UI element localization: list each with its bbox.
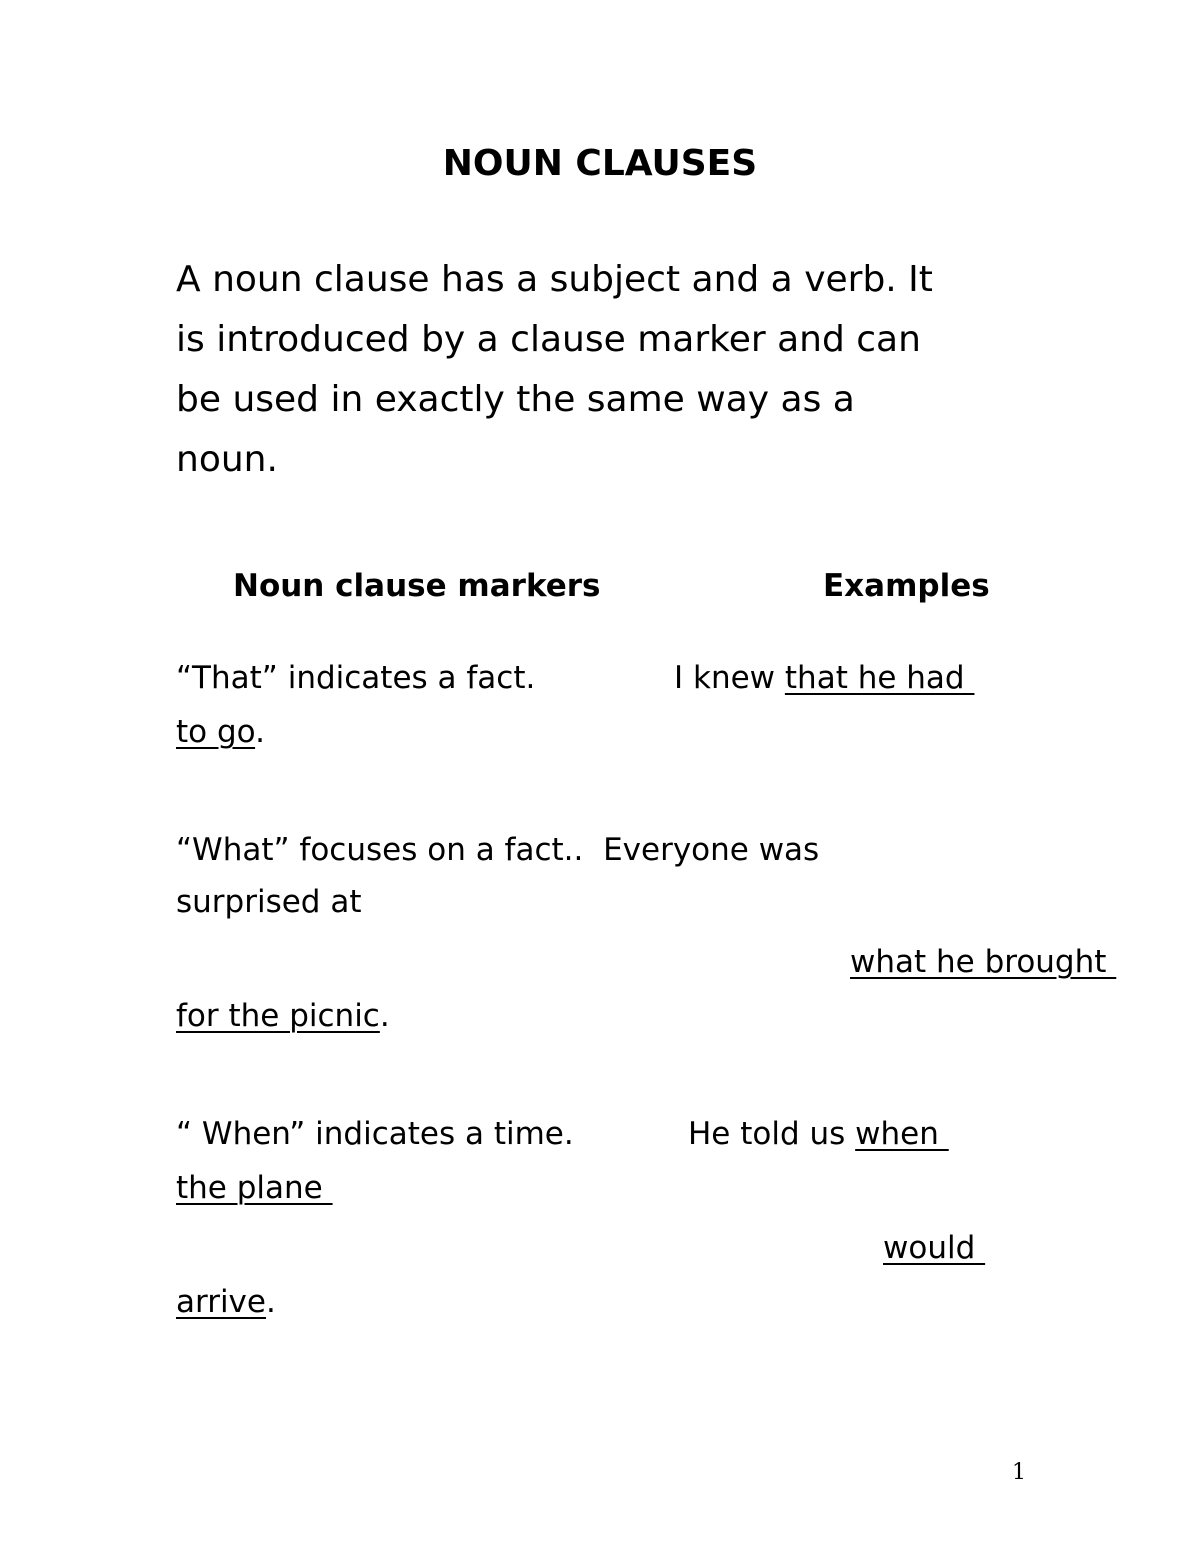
example-when-underlined-4: arrive — [176, 1284, 266, 1320]
intro-line-1: A noun clause has a subject and a verb. It — [176, 259, 933, 300]
intro-line-4: noun. — [176, 439, 278, 480]
example-when-lead: He told us — [688, 1116, 856, 1152]
marker-what: “What” focuses on a fact.. Everyone was — [176, 832, 820, 868]
example-that-lead: I knew — [674, 660, 785, 696]
examples-header: Examples — [823, 568, 990, 604]
intro-line-3: be used in exactly the same way as a — [176, 379, 855, 420]
example-that-end: . — [255, 714, 265, 750]
example-when-line-4 — [176, 1282, 276, 1322]
page-number: 1 — [1012, 1460, 1026, 1485]
example-that-line-1 — [674, 658, 974, 698]
example-what-line-1 — [850, 942, 1116, 982]
example-when-line-1 — [688, 1114, 949, 1154]
example-that-underlined-1: that he had — [784, 660, 975, 696]
marker-what-cont: surprised at — [176, 884, 362, 920]
example-when-underlined-1: when — [855, 1116, 949, 1152]
example-when-line-2 — [176, 1168, 333, 1208]
example-that-line-2 — [176, 712, 265, 752]
example-that-underlined-2: to go — [176, 714, 256, 750]
example-what-underlined-1: what he brought — [850, 944, 1117, 980]
example-what-underlined-2: for the picnic — [176, 998, 380, 1034]
page-title: NOUN CLAUSES — [442, 143, 758, 184]
example-when-underlined-3: would — [883, 1230, 986, 1266]
example-when-line-3 — [883, 1228, 985, 1268]
markers-header: Noun clause markers — [233, 568, 601, 604]
example-what-end: . — [379, 998, 390, 1034]
example-when-underlined-2: the plane — [176, 1170, 333, 1206]
intro-line-2: is introduced by a clause marker and can — [176, 319, 921, 360]
example-what-line-2 — [176, 996, 390, 1036]
marker-when: “ When” indicates a time. — [176, 1116, 574, 1152]
marker-that: “That” indicates a fact. — [176, 660, 536, 696]
example-when-end: . — [265, 1284, 276, 1320]
